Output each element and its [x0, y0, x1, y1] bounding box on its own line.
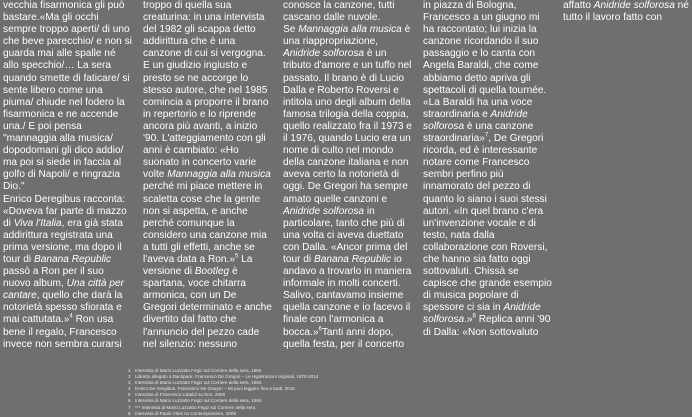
- text-run: perché mi piace mettere in scaletta cose che la gente non si aspetta, e anche perché comunque la considero una canzone mia a tutti gli effetti, anche se l'aveva data a Ron.»: [143, 181, 267, 265]
- paragraph: [283, 0, 692, 362]
- text-run: , De Gregori ricorda, ed è interessante notare come Francesco sembri perfino più innamorato del pezzo di quanto lo siano i suoi stessi autori. «In quel brano c'era un'invenzione vocale e di testo, nata dalla collaborazione con Roversi, che hanno sia fatto oggi sottovaluti. Chissà se capisce che grande esempio di musica popolare di spessore ci sia in: [423, 133, 552, 314]
- text-run: è una riappropriazione,: [283, 24, 411, 48]
- footnote-number: 6: [128, 398, 131, 404]
- title-italic: Anidride solforosa: [593, 0, 675, 11]
- footnote-text: Intervista di Paolo Vites su Contemporaneo, 2009: [135, 410, 237, 416]
- footnotes: [128, 368, 408, 417]
- text-run: io andavo a trovarlo in maniera informale in molti concerti. Salivo, cantavamo insieme quella canzone e io facevo il finale con l'armonica a bocca.»: [283, 253, 412, 338]
- title-italic: Banana Republic: [313, 253, 392, 265]
- title-italic: Banana Republic: [33, 253, 112, 265]
- footnote-number: 7: [128, 404, 131, 410]
- text-run: , quello che darà la notorietà spesso sfiorata e mai cattutata.»: [3, 290, 123, 326]
- title-italic: Viva l'Italia: [13, 217, 62, 229]
- footnote-text: Libretto allegato a Backpack. Francesco De Gregori – Le registrazioni originali, 1970-2014: [135, 374, 319, 380]
- footnote-text: *** Intervista di Mario Luzzatto Fegiz sul Corriere della sera: [135, 404, 256, 410]
- text-run: , era già stata addirittura registrata una prima versione, ma dopo il tour di: [3, 217, 123, 265]
- text-run: Se: [283, 24, 299, 36]
- text-run: è una canzone straordinaria»: [423, 120, 534, 145]
- footnote-marker: 6: [318, 326, 322, 333]
- footnote: [128, 411, 408, 417]
- text-run: .»: [464, 314, 473, 326]
- footnote-text: Intervista di Francesco Cataldi su Enn, 2006: [135, 392, 226, 398]
- title-italic: Anidride solforosa: [423, 108, 528, 132]
- text-run: Enrico Deregibus racconta: «Doveva far parte di mazzo di: [3, 193, 127, 229]
- footnote-number: 3: [128, 380, 131, 386]
- text-run: è un tributo d'amore e un tuffo nel passato. Il brano è di Lucio Dalla e Roberto Roversi e intitola uno degli album della famosa trilogia della coppia, quello realizzato fra il 1973 e il 1976, quando Lucio era un nome di culto nel mondo della canzone italiana e non aveva certo la notorietà di oggi. De Gregori ha sempre amato quelle canzoni e: [283, 48, 412, 205]
- footnote-marker: 4: [69, 314, 73, 321]
- text-run: è spartana, voce chitarra armonica, con un De Gregori determinato e anche divertito dal fatto che l'annuncio del pezzo cade nel silenzio: nessuno conosce la canzone, tutti cascano dalle nuvole.: [143, 0, 395, 350]
- text-run: Tanti anni dopo, quella festa, per il concerto in piazza di Bologna, Francesco a un giugno mi ha raccontato; lui inizia la canzone ricordando il suo passaggio e lo canta con Angela Baraldi, che come abbiamo detto apriva gli spettacoli di quella tournée. «La Baraldi ha una voce straordinaria e: [283, 0, 547, 350]
- title-italic: Bootleg: [194, 266, 230, 278]
- text-run: passò a Ron per il suo nuovo album,: [3, 266, 104, 290]
- footnote-text: Intervista di Mario Luzzatto Fegiz sul Corriere della sera, 1994: [135, 368, 262, 373]
- text-run: in particolare, tanto che più di una volta ci aveva duettato con Dalla. «Ancor prima del tour di: [283, 205, 408, 265]
- footnote-text: Intervista di Mario Luzzatto Fegiz sul Corriere della sera, 1994: [135, 398, 262, 404]
- text-run: Replica anni '90 di Dalla: «Non sottovaluto affatto: [423, 0, 594, 338]
- footnote-number: 5: [128, 392, 131, 398]
- paragraph: [3, 0, 132, 194]
- footnote-number: 1: [128, 368, 131, 373]
- footnote-number: 4: [128, 386, 131, 392]
- text-run: La versione di: [143, 253, 253, 278]
- footnote-text: Enrico De Gregibus, Francesco De Gregori – Mi puoi leggere fino a tardi, 2015: [135, 386, 295, 392]
- footnote-marker: 7: [484, 132, 489, 139]
- footnote-marker: 8: [472, 314, 476, 321]
- footnote-number: 8: [128, 410, 131, 416]
- title-italic: Anidride solforosa: [283, 48, 365, 60]
- body-text-columns: [3, 0, 689, 362]
- title-italic: Una città per cantare: [3, 278, 125, 302]
- title-italic: Mannaggia alla musica: [298, 24, 402, 36]
- footnote-text: Intervista di Mario Luzzatto Fegiz sul Corriere della sera, 1994: [135, 380, 262, 386]
- title-italic: Anidride solforosa: [283, 205, 365, 217]
- footnote-marker: 5: [235, 253, 239, 260]
- text-run: né tutto il lavoro fatto con: [563, 0, 689, 24]
- title-italic: Mannaggia alla musica: [167, 169, 271, 181]
- text-run: Ron usa bene il regalo, Francesco invece non sembra curarsi troppo di quella sua creaturina: in una intervista del 1982 gli scappa detto addirittura che è una canzone di cui si vergogna. E un giudizio ingiusto e presto se ne accorge lo stesso autore, che nel 1985 comincia a proporre il brano in repertorio e lo riprende ancora più avanti, a inizio '90. L'atteggiamento con gli anni è cambiato: «Ho suonato in concerto varie volte: [3, 0, 269, 350]
- title-italic: Anidride solforosa: [423, 302, 541, 326]
- text-run: vecchia fisarmonica gli può bastare.«Ma gli occhi sempre troppo aperti/ di uno che beve parecchio/ e non si guarda mai alle spalle né allo specchio/… La sera quando smette di faticare/ si sente libero come una piuma/ chiude nel fodero la fisarmonica e ne accende una./ E poi pensa "mannaggia alla musica/ dopodomani gli dico addio/ ma poi si siede in faccia al golfo di Napoli/ e ringrazia Dio.": [3, 0, 132, 193]
- footnote-number: 2: [128, 374, 131, 380]
